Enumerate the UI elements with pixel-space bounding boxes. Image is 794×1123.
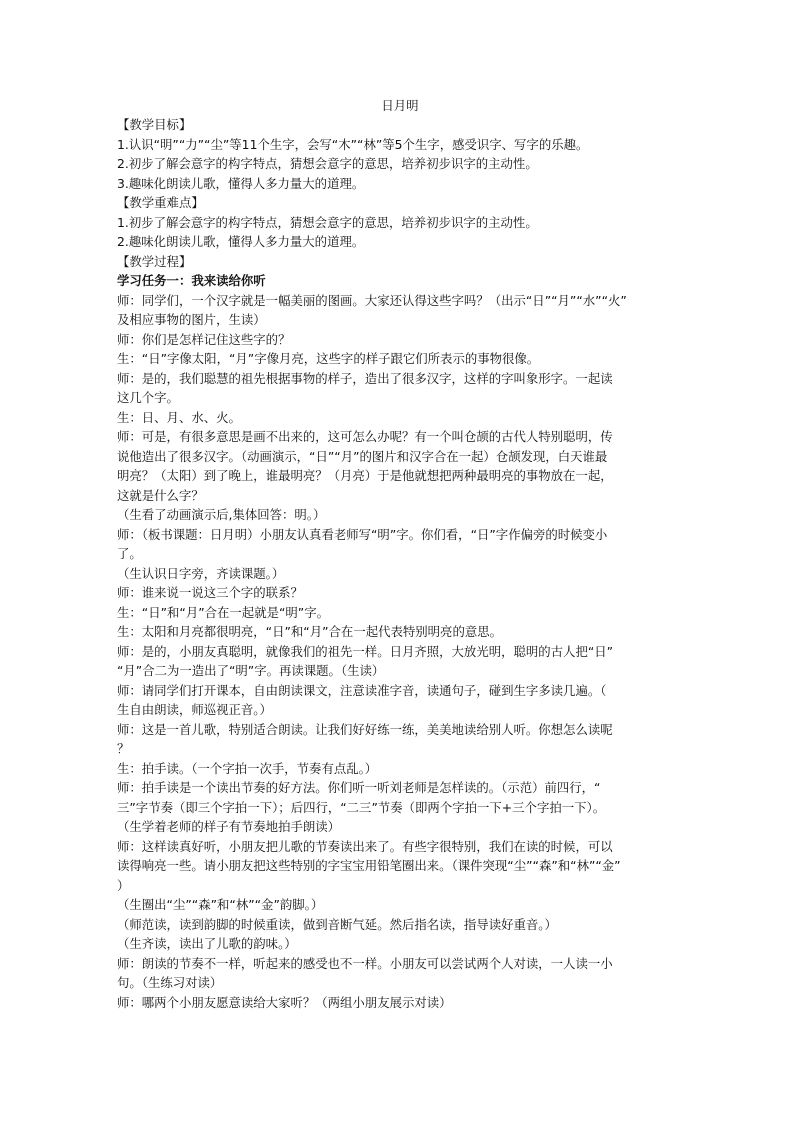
text-line: 3.趣味化朗读儿歌，懂得人多力量大的道理。	[117, 175, 365, 191]
text-line: 师：你们是怎样记住这些字的？	[117, 331, 291, 347]
text-line: 句。（生练习对读）	[117, 975, 223, 990]
text-line: 师：同学们，一个汉字就是一幅美丽的图画。大家还认得这些字吗？（出示“日”“月”“水”“火”	[117, 292, 627, 308]
text-line: 师：可是，有很多意思是画不出来的，这可怎么办呢？有一个叫仓颉的古代人特别聪明，传	[117, 429, 613, 444]
text-line: 师：拍手读是一个读出节奏的好方法。你们听一听刘老师是怎样读的。（示范）前四行，“	[117, 780, 601, 795]
text-line: 2.趣味化朗读儿歌，懂得人多力量大的道理。	[117, 234, 365, 249]
text-line: 【教学重难点】	[117, 195, 204, 210]
text-line: 师：是的，我们聪慧的祖先根据事物的样子，造出了很多汉字，这样的字叫象形字。一起读	[117, 370, 613, 386]
text-line: 师：朗读的节奏不一样，听起来的感受也不一样。小朋友可以尝试两个人对读，一人读一小	[117, 955, 613, 971]
text-line: 了。	[117, 546, 142, 561]
text-line: 师：是的，小朋友真聪明，就像我们的祖先一样。日月齐照，大放光明，聪明的古人把“日”	[117, 643, 614, 659]
document-title: 日月明	[381, 98, 419, 113]
text-line: 说他造出了很多汉字。（动画演示，“日”“月”的图片和汉字合在一起）仓颉发现，白天谁最	[117, 448, 608, 464]
text-line: ？	[117, 741, 130, 756]
text-line: 1.认识“明”“力”“尘”等11个生字，会写“木”“林”等5个生字，感受识字、写字的乐趣。	[117, 136, 589, 152]
text-line: 师：这样读真好听，小朋友把儿歌的节奏读出来了。有些字很特别，我们在读的时候，可以	[117, 838, 613, 854]
text-line: 【教学目标】	[117, 117, 192, 132]
text-line: 1.初步了解会意字的构字特点，猜想会意字的意思，培养初步识字的主动性。	[117, 214, 538, 230]
text-line: ）	[117, 877, 130, 893]
text-line: 师：哪两个小朋友愿意读给大家听？（两组小朋友展示对读）	[117, 994, 452, 1010]
text-line: 这几个字。	[117, 390, 179, 405]
text-line: 师：这是一首儿歌，特别适合朗读。让我们好好练一练，美美地读给别人听。你想怎么读呢	[117, 721, 613, 737]
text-line: 2.初步了解会意字的构字特点，猜想会意字的意思，培养初步识字的主动性。	[117, 156, 538, 171]
text-line: （生看了动画演示后,集体回答：明。）	[117, 507, 326, 522]
text-line: 三”字节奏（即三个字拍一下）；后四行，“二三”节奏（即两个字拍一下+三个字拍一下）。	[117, 799, 606, 815]
text-line: 及相应事物的图片，生读）	[117, 312, 266, 327]
text-line: “月”合二为一造出了“明”字。再读课题。（生读）	[117, 663, 385, 678]
text-line: （生认识日字旁，齐读课题。）	[117, 565, 285, 581]
text-line: 这就是什么字？	[117, 487, 204, 503]
text-line: （生圈出“尘”“森”和“林”“金”韵脚。）	[117, 897, 324, 912]
section-heading: 学习任务一：我来读给你听	[117, 273, 266, 288]
document-body	[117, 115, 683, 1012]
text-line: （生学着老师的样子有节奏地拍手朗读）	[117, 819, 341, 834]
text-line: 生：“日”和“月”合在一起就是“明”字。	[117, 604, 329, 620]
text-line: （师范读，读到韵脚的时候重读，做到音断气延。然后指名读，指导读好重音。）	[117, 916, 557, 932]
document-page	[117, 96, 683, 1012]
text-line: 生：“日”字像太阳，“月”字像月亮，这些字的样子跟它们所表示的事物很像。	[117, 351, 540, 366]
text-line: 生自由朗读，师巡视正音。）	[117, 702, 272, 717]
text-line: 师：（板书课题：日月明）小朋友认真看老师写“明”字。你们看，“日”字作偏旁的时候变小	[117, 526, 608, 542]
text-line: 师：请同学们打开课本，自由朗读课文，注意读准字音，读通句子，碰到生字多读几遍。（	[117, 682, 607, 698]
text-line: 【教学过程】	[117, 253, 192, 269]
text-line: 生：拍手读。（一个字拍一次手，节奏有点乱。）	[117, 760, 378, 776]
text-line: 师：谁来说一说这三个字的联系？	[117, 585, 303, 600]
text-line: （生齐读，读出了儿歌的韵味。）	[117, 936, 297, 951]
text-line: 生：太阳和月亮都很明亮，“日”和“月”合在一起代表特别明亮的意思。	[117, 624, 503, 639]
text-line: 明亮？（太阳）到了晚上，谁最明亮？（月亮）于是他就想把两种最明亮的事物放在一起，	[117, 468, 613, 483]
text-line: 读得响亮一些。请小朋友把这些特别的字宝宝用铅笔圈出来。（课件突现“尘”“森”和“林”“金”	[117, 858, 621, 873]
text-line: 生：日、月、水、火。	[117, 409, 241, 425]
